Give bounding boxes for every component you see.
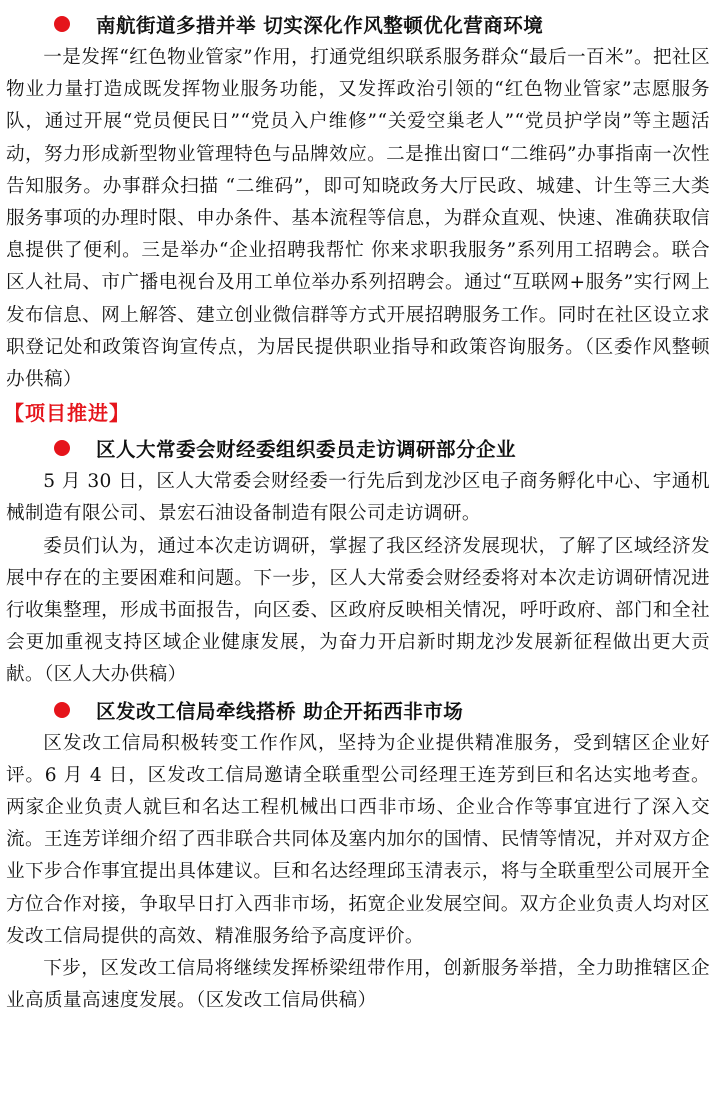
article-paragraph: 区发改工信局积极转变工作作风，坚持为企业提供精准服务，受到辖区企业好评。6 月 4 日，区发改工信局邀请全联重型公司经理王连芳到巨和名达实地考查。两家企业负责人就巨和名达工程机械出口西非市场、企业合作等事宜进行了深入交流。王连芳详细介绍了西非联合共同体及塞内加尔的国情、民情等情况，并对双方企业下步合作事宜提出具体建议。巨和名达经理邱玉清表示，将与全联重型公司展开全方位合作对接，争取早日打入西非市场，拓宽企业发展空间。双方企业负责人均对区发改工信局提供的高效、精准服务给予高度评价。 bbox=[6, 732, 710, 947]
section-title: 【项目推进】 bbox=[4, 401, 130, 426]
red-bullet-icon bbox=[54, 702, 70, 718]
article-paragraph: 下步，区发改工信局将继续发挥桥梁纽带作用，创新服务举措，全力助推辖区企业高质量高速度发展。（区发改工信局供稿） bbox=[6, 958, 710, 1012]
red-bullet-icon bbox=[54, 440, 70, 456]
article-paragraph: 一是发挥“红色物业管家”作用，打通党组织联系服务群众“最后一百米”。把社区物业力量打造成既发挥物业服务功能，又发挥政治引领的“红色物业管家”志愿服务队，通过开展“党员便民日”“党员入户维修”“关爱空巢老人”“党员护学岗”等主题活动，努力形成新型物业管理特色与品牌效应。二是推出窗口“二维码”办事指南一次性告知服务。办事群众扫描 “二维码”，即可知晓政务大厅民政、城建、计生等三大类服务事项的办理时限、申办条件、基本流程等信息，为群众直观、快速、准确获取信息提供了便利。三是举办“企业招聘我帮忙 你来求职我服务”系列用工招聘会。联合区人社局、市广播电视台及用工单位举办系列招聘会。通过“互联网+服务”实行网上发布信息、网上解答、建立创业微信群等方式开展招聘服务工作。同时在社区设立求职登记处和政策咨询宣传点，为居民提供职业指导和政策咨询服务。（区委作风整顿办供稿） bbox=[6, 47, 710, 391]
red-bullet-icon bbox=[54, 16, 70, 32]
article-heading-3 bbox=[6, 692, 716, 728]
article-heading-2 bbox=[6, 430, 716, 466]
article-title: 南航街道多措并举 切实深化作风整顿优化营商环境 bbox=[96, 14, 544, 37]
article-paragraph: 5 月 30 日，区人大常委会财经委一行先后到龙沙区电子商务孵化中心、宇通机械制造有限公司、景宏石油设备制造有限公司走访调研。 bbox=[6, 471, 710, 525]
article-title: 区人大常委会财经委组织委员走访调研部分企业 bbox=[96, 438, 517, 462]
article-paragraph: 委员们认为，通过本次走访调研，掌握了我区经济发展现状，了解了区域经济发展中存在的主要困难和问题。下一步，区人大常委会财经委将对本次走访调研情况进行收集整理，形成书面报告，向区委、区政府反映相关情况，呼吁政府、部门和全社会更加重视支持区域企业健康发展，为奋力开启新时期龙沙发展新征程做出更大贡献。（区人大办供稿） bbox=[6, 535, 710, 686]
article-heading-1 bbox=[6, 6, 716, 42]
article-title: 区发改工信局牵线搭桥 助企开拓西非市场 bbox=[96, 699, 464, 723]
